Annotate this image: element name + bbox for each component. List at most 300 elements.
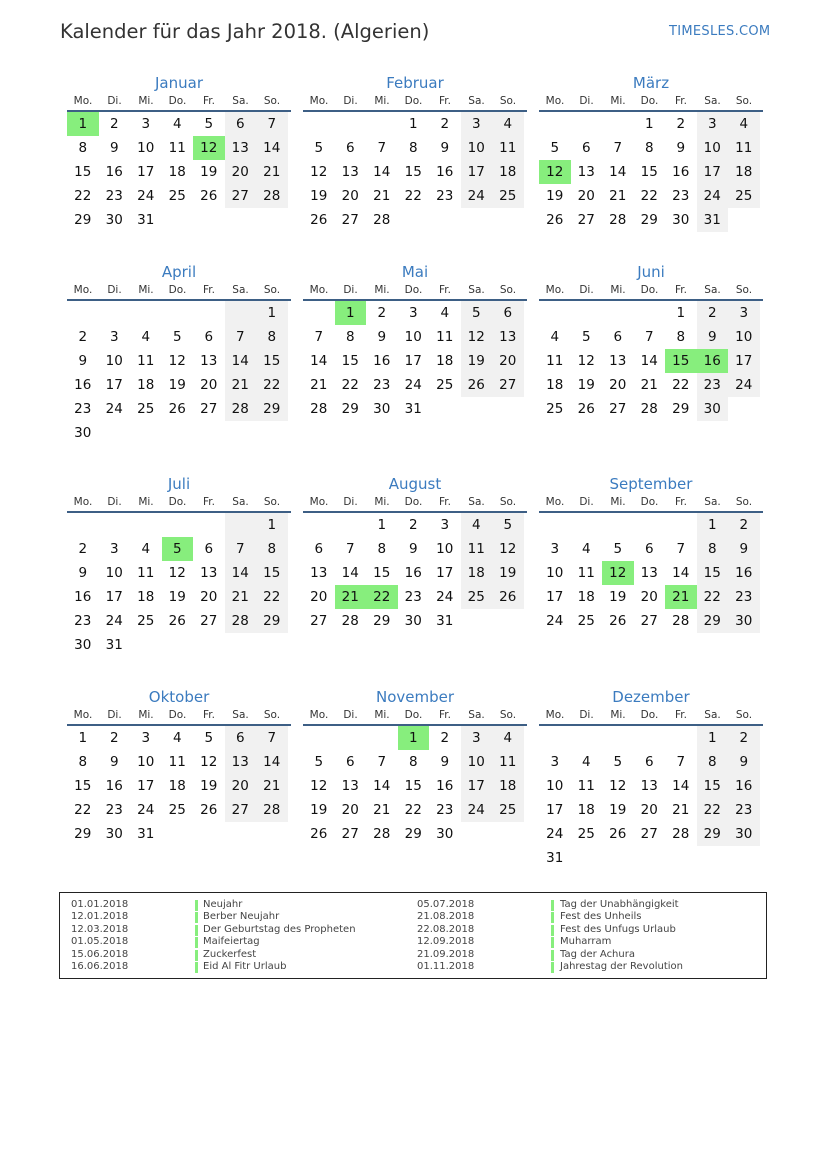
day-cell[interactable]: 9: [739, 541, 749, 557]
day-cell[interactable]: 31: [404, 401, 422, 417]
day-cell[interactable]: 28: [263, 188, 281, 204]
day-cell[interactable]: 13: [341, 778, 359, 794]
day-cell[interactable]: 6: [644, 754, 654, 770]
day-cell[interactable]: 26: [609, 826, 627, 842]
day-cell[interactable]: 28: [672, 613, 690, 629]
day-cell[interactable]: 21: [373, 802, 391, 818]
day-cell[interactable]: 18: [499, 164, 517, 180]
day-cell[interactable]: 5: [314, 754, 324, 770]
day-cell[interactable]: 1: [707, 517, 717, 533]
day-cell[interactable]: 6: [204, 541, 214, 557]
day-cell[interactable]: 25: [735, 188, 753, 204]
holiday-day-cell[interactable]: 1: [67, 112, 99, 136]
day-cell[interactable]: 14: [640, 353, 658, 369]
day-cell[interactable]: 12: [467, 329, 485, 345]
day-cell[interactable]: 13: [609, 353, 627, 369]
day-cell[interactable]: 10: [137, 754, 155, 770]
day-cell[interactable]: 4: [172, 116, 182, 132]
day-cell[interactable]: 7: [235, 541, 245, 557]
day-cell[interactable]: 5: [613, 754, 623, 770]
day-cell[interactable]: 30: [74, 425, 92, 441]
day-cell[interactable]: 26: [609, 613, 627, 629]
day-cell[interactable]: 24: [105, 613, 123, 629]
holiday-day-cell[interactable]: 21: [335, 585, 367, 609]
day-cell[interactable]: 5: [204, 730, 214, 746]
day-cell[interactable]: 29: [672, 401, 690, 417]
day-cell[interactable]: 29: [263, 401, 281, 417]
day-cell[interactable]: 23: [436, 802, 454, 818]
day-cell[interactable]: 15: [263, 353, 281, 369]
day-cell[interactable]: 26: [168, 613, 186, 629]
day-cell[interactable]: 22: [640, 188, 658, 204]
day-cell[interactable]: 3: [550, 541, 560, 557]
day-cell[interactable]: 7: [267, 730, 277, 746]
day-cell[interactable]: 12: [200, 754, 218, 770]
day-cell[interactable]: 2: [440, 116, 450, 132]
day-cell[interactable]: 5: [204, 116, 214, 132]
day-cell[interactable]: 15: [74, 778, 92, 794]
day-cell[interactable]: 30: [74, 637, 92, 653]
day-cell[interactable]: 9: [109, 754, 119, 770]
day-cell[interactable]: 24: [436, 589, 454, 605]
day-cell[interactable]: 25: [168, 188, 186, 204]
day-cell[interactable]: 17: [404, 353, 422, 369]
day-cell[interactable]: 30: [436, 826, 454, 842]
day-cell[interactable]: 8: [408, 140, 418, 156]
day-cell[interactable]: 24: [404, 377, 422, 393]
day-cell[interactable]: 21: [231, 589, 249, 605]
day-cell[interactable]: 23: [672, 188, 690, 204]
day-cell[interactable]: 26: [310, 826, 328, 842]
day-cell[interactable]: 28: [640, 401, 658, 417]
day-cell[interactable]: 10: [467, 140, 485, 156]
day-cell[interactable]: 9: [676, 140, 686, 156]
day-cell[interactable]: 21: [263, 778, 281, 794]
day-cell[interactable]: 7: [377, 754, 387, 770]
day-cell[interactable]: 20: [577, 188, 595, 204]
day-cell[interactable]: 14: [263, 754, 281, 770]
day-cell[interactable]: 26: [200, 188, 218, 204]
day-cell[interactable]: 7: [613, 140, 623, 156]
day-cell[interactable]: 27: [640, 613, 658, 629]
day-cell[interactable]: 3: [550, 754, 560, 770]
day-cell[interactable]: 25: [499, 188, 517, 204]
day-cell[interactable]: 8: [676, 329, 686, 345]
day-cell[interactable]: 27: [200, 401, 218, 417]
day-cell[interactable]: 22: [703, 589, 721, 605]
day-cell[interactable]: 27: [499, 377, 517, 393]
day-cell[interactable]: 9: [440, 754, 450, 770]
day-cell[interactable]: 13: [200, 565, 218, 581]
day-cell[interactable]: 11: [137, 353, 155, 369]
day-cell[interactable]: 18: [168, 778, 186, 794]
day-cell[interactable]: 11: [137, 565, 155, 581]
day-cell[interactable]: 15: [703, 778, 721, 794]
day-cell[interactable]: 8: [78, 754, 88, 770]
day-cell[interactable]: 22: [263, 377, 281, 393]
day-cell[interactable]: 4: [471, 517, 481, 533]
day-cell[interactable]: 6: [235, 116, 245, 132]
day-cell[interactable]: 8: [78, 140, 88, 156]
day-cell[interactable]: 2: [78, 541, 88, 557]
day-cell[interactable]: 2: [739, 517, 749, 533]
day-cell[interactable]: 8: [345, 329, 355, 345]
day-cell[interactable]: 20: [341, 802, 359, 818]
day-cell[interactable]: 30: [703, 401, 721, 417]
day-cell[interactable]: 7: [345, 541, 355, 557]
day-cell[interactable]: 21: [640, 377, 658, 393]
day-cell[interactable]: 2: [707, 305, 717, 321]
day-cell[interactable]: 19: [609, 802, 627, 818]
day-cell[interactable]: 24: [467, 802, 485, 818]
day-cell[interactable]: 27: [341, 826, 359, 842]
day-cell[interactable]: 19: [499, 565, 517, 581]
day-cell[interactable]: 8: [267, 541, 277, 557]
day-cell[interactable]: 24: [546, 826, 564, 842]
day-cell[interactable]: 7: [676, 754, 686, 770]
day-cell[interactable]: 2: [739, 730, 749, 746]
day-cell[interactable]: 18: [137, 589, 155, 605]
day-cell[interactable]: 10: [467, 754, 485, 770]
day-cell[interactable]: 23: [105, 802, 123, 818]
day-cell[interactable]: 21: [310, 377, 328, 393]
day-cell[interactable]: 17: [105, 377, 123, 393]
day-cell[interactable]: 18: [577, 802, 595, 818]
day-cell[interactable]: 4: [503, 730, 513, 746]
day-cell[interactable]: 15: [341, 353, 359, 369]
day-cell[interactable]: 21: [672, 802, 690, 818]
day-cell[interactable]: 25: [436, 377, 454, 393]
day-cell[interactable]: 13: [200, 353, 218, 369]
day-cell[interactable]: 14: [231, 565, 249, 581]
day-cell[interactable]: 7: [377, 140, 387, 156]
day-cell[interactable]: 16: [735, 778, 753, 794]
day-cell[interactable]: 27: [200, 613, 218, 629]
day-cell[interactable]: 11: [436, 329, 454, 345]
holiday-day-cell[interactable]: 12: [539, 160, 571, 184]
day-cell[interactable]: 20: [200, 377, 218, 393]
day-cell[interactable]: 28: [609, 212, 627, 228]
day-cell[interactable]: 19: [168, 377, 186, 393]
day-cell[interactable]: 16: [672, 164, 690, 180]
day-cell[interactable]: 28: [672, 826, 690, 842]
day-cell[interactable]: 16: [735, 565, 753, 581]
day-cell[interactable]: 4: [550, 329, 560, 345]
day-cell[interactable]: 4: [141, 329, 151, 345]
day-cell[interactable]: 11: [467, 541, 485, 557]
day-cell[interactable]: 6: [204, 329, 214, 345]
day-cell[interactable]: 3: [408, 305, 418, 321]
day-cell[interactable]: 29: [640, 212, 658, 228]
day-cell[interactable]: 30: [373, 401, 391, 417]
day-cell[interactable]: 6: [644, 541, 654, 557]
day-cell[interactable]: 24: [546, 613, 564, 629]
day-cell[interactable]: 28: [373, 212, 391, 228]
day-cell[interactable]: 3: [440, 517, 450, 533]
day-cell[interactable]: 2: [377, 305, 387, 321]
day-cell[interactable]: 8: [408, 754, 418, 770]
day-cell[interactable]: 9: [739, 754, 749, 770]
day-cell[interactable]: 4: [739, 116, 749, 132]
day-cell[interactable]: 29: [373, 613, 391, 629]
day-cell[interactable]: 14: [310, 353, 328, 369]
day-cell[interactable]: 21: [373, 188, 391, 204]
day-cell[interactable]: 5: [471, 305, 481, 321]
day-cell[interactable]: 18: [577, 589, 595, 605]
day-cell[interactable]: 13: [577, 164, 595, 180]
day-cell[interactable]: 20: [499, 353, 517, 369]
day-cell[interactable]: 10: [546, 565, 564, 581]
day-cell[interactable]: 24: [735, 377, 753, 393]
day-cell[interactable]: 21: [609, 188, 627, 204]
day-cell[interactable]: 1: [408, 116, 418, 132]
day-cell[interactable]: 29: [74, 212, 92, 228]
day-cell[interactable]: 12: [577, 353, 595, 369]
day-cell[interactable]: 23: [74, 401, 92, 417]
day-cell[interactable]: 3: [471, 116, 481, 132]
holiday-day-cell[interactable]: 12: [193, 136, 225, 160]
day-cell[interactable]: 25: [546, 401, 564, 417]
day-cell[interactable]: 11: [499, 754, 517, 770]
day-cell[interactable]: 20: [310, 589, 328, 605]
day-cell[interactable]: 1: [267, 517, 277, 533]
day-cell[interactable]: 17: [735, 353, 753, 369]
day-cell[interactable]: 14: [609, 164, 627, 180]
day-cell[interactable]: 22: [74, 802, 92, 818]
day-cell[interactable]: 16: [105, 778, 123, 794]
day-cell[interactable]: 4: [503, 116, 513, 132]
day-cell[interactable]: 14: [672, 778, 690, 794]
day-cell[interactable]: 20: [200, 589, 218, 605]
day-cell[interactable]: 20: [341, 188, 359, 204]
day-cell[interactable]: 3: [141, 116, 151, 132]
day-cell[interactable]: 30: [105, 826, 123, 842]
day-cell[interactable]: 27: [341, 212, 359, 228]
day-cell[interactable]: 23: [373, 377, 391, 393]
day-cell[interactable]: 4: [172, 730, 182, 746]
day-cell[interactable]: 18: [735, 164, 753, 180]
day-cell[interactable]: 30: [404, 613, 422, 629]
day-cell[interactable]: 26: [499, 589, 517, 605]
day-cell[interactable]: 31: [105, 637, 123, 653]
day-cell[interactable]: 26: [200, 802, 218, 818]
day-cell[interactable]: 18: [436, 353, 454, 369]
day-cell[interactable]: 16: [105, 164, 123, 180]
day-cell[interactable]: 30: [672, 212, 690, 228]
day-cell[interactable]: 18: [546, 377, 564, 393]
day-cell[interactable]: 13: [341, 164, 359, 180]
day-cell[interactable]: 9: [440, 140, 450, 156]
day-cell[interactable]: 5: [314, 140, 324, 156]
day-cell[interactable]: 19: [200, 164, 218, 180]
day-cell[interactable]: 12: [310, 164, 328, 180]
day-cell[interactable]: 18: [137, 377, 155, 393]
day-cell[interactable]: 18: [467, 565, 485, 581]
day-cell[interactable]: 20: [640, 589, 658, 605]
day-cell[interactable]: 23: [436, 188, 454, 204]
day-cell[interactable]: 7: [644, 329, 654, 345]
day-cell[interactable]: 27: [231, 802, 249, 818]
day-cell[interactable]: 18: [168, 164, 186, 180]
day-cell[interactable]: 1: [644, 116, 654, 132]
day-cell[interactable]: 15: [263, 565, 281, 581]
day-cell[interactable]: 14: [672, 565, 690, 581]
day-cell[interactable]: 1: [377, 517, 387, 533]
day-cell[interactable]: 25: [137, 401, 155, 417]
day-cell[interactable]: 9: [377, 329, 387, 345]
day-cell[interactable]: 25: [577, 613, 595, 629]
day-cell[interactable]: 14: [263, 140, 281, 156]
day-cell[interactable]: 31: [703, 212, 721, 228]
day-cell[interactable]: 25: [577, 826, 595, 842]
day-cell[interactable]: 10: [105, 353, 123, 369]
day-cell[interactable]: 10: [735, 329, 753, 345]
day-cell[interactable]: 3: [109, 329, 119, 345]
day-cell[interactable]: 5: [503, 517, 513, 533]
day-cell[interactable]: 31: [137, 212, 155, 228]
day-cell[interactable]: 26: [577, 401, 595, 417]
day-cell[interactable]: 23: [105, 188, 123, 204]
holiday-day-cell[interactable]: 15: [665, 349, 697, 373]
day-cell[interactable]: 19: [546, 188, 564, 204]
day-cell[interactable]: 14: [341, 565, 359, 581]
day-cell[interactable]: 16: [74, 589, 92, 605]
day-cell[interactable]: 5: [613, 541, 623, 557]
day-cell[interactable]: 11: [735, 140, 753, 156]
day-cell[interactable]: 13: [310, 565, 328, 581]
day-cell[interactable]: 12: [310, 778, 328, 794]
day-cell[interactable]: 26: [546, 212, 564, 228]
day-cell[interactable]: 24: [137, 802, 155, 818]
day-cell[interactable]: 11: [168, 140, 186, 156]
day-cell[interactable]: 2: [109, 730, 119, 746]
day-cell[interactable]: 19: [577, 377, 595, 393]
day-cell[interactable]: 21: [263, 164, 281, 180]
day-cell[interactable]: 13: [231, 754, 249, 770]
day-cell[interactable]: 11: [168, 754, 186, 770]
day-cell[interactable]: 29: [404, 826, 422, 842]
day-cell[interactable]: 13: [640, 565, 658, 581]
day-cell[interactable]: 23: [703, 377, 721, 393]
day-cell[interactable]: 25: [499, 802, 517, 818]
day-cell[interactable]: 2: [440, 730, 450, 746]
day-cell[interactable]: 7: [267, 116, 277, 132]
day-cell[interactable]: 26: [310, 212, 328, 228]
holiday-day-cell[interactable]: 21: [665, 585, 697, 609]
day-cell[interactable]: 23: [735, 589, 753, 605]
day-cell[interactable]: 13: [231, 140, 249, 156]
day-cell[interactable]: 8: [644, 140, 654, 156]
day-cell[interactable]: 15: [404, 164, 422, 180]
day-cell[interactable]: 9: [707, 329, 717, 345]
day-cell[interactable]: 8: [707, 541, 717, 557]
day-cell[interactable]: 6: [345, 140, 355, 156]
day-cell[interactable]: 24: [467, 188, 485, 204]
day-cell[interactable]: 22: [404, 802, 422, 818]
day-cell[interactable]: 10: [404, 329, 422, 345]
day-cell[interactable]: 6: [345, 754, 355, 770]
brand-link[interactable]: TIMESLES.COM: [669, 24, 771, 39]
day-cell[interactable]: 15: [74, 164, 92, 180]
day-cell[interactable]: 26: [168, 401, 186, 417]
day-cell[interactable]: 15: [640, 164, 658, 180]
day-cell[interactable]: 20: [640, 802, 658, 818]
day-cell[interactable]: 5: [550, 140, 560, 156]
holiday-day-cell[interactable]: 16: [697, 349, 729, 373]
day-cell[interactable]: 22: [404, 188, 422, 204]
day-cell[interactable]: 22: [263, 589, 281, 605]
day-cell[interactable]: 18: [499, 778, 517, 794]
day-cell[interactable]: 28: [231, 613, 249, 629]
day-cell[interactable]: 12: [609, 778, 627, 794]
day-cell[interactable]: 6: [314, 541, 324, 557]
day-cell[interactable]: 16: [436, 778, 454, 794]
day-cell[interactable]: 11: [577, 778, 595, 794]
day-cell[interactable]: 19: [310, 802, 328, 818]
day-cell[interactable]: 11: [546, 353, 564, 369]
day-cell[interactable]: 29: [263, 613, 281, 629]
day-cell[interactable]: 29: [703, 826, 721, 842]
day-cell[interactable]: 29: [703, 613, 721, 629]
day-cell[interactable]: 23: [404, 589, 422, 605]
day-cell[interactable]: 16: [74, 377, 92, 393]
day-cell[interactable]: 15: [703, 565, 721, 581]
day-cell[interactable]: 3: [141, 730, 151, 746]
day-cell[interactable]: 29: [74, 826, 92, 842]
day-cell[interactable]: 17: [546, 589, 564, 605]
day-cell[interactable]: 25: [137, 613, 155, 629]
day-cell[interactable]: 19: [200, 778, 218, 794]
day-cell[interactable]: 22: [74, 188, 92, 204]
day-cell[interactable]: 30: [735, 613, 753, 629]
day-cell[interactable]: 9: [78, 565, 88, 581]
day-cell[interactable]: 16: [436, 164, 454, 180]
day-cell[interactable]: 10: [436, 541, 454, 557]
day-cell[interactable]: 8: [377, 541, 387, 557]
day-cell[interactable]: 27: [640, 826, 658, 842]
day-cell[interactable]: 17: [436, 565, 454, 581]
day-cell[interactable]: 17: [467, 778, 485, 794]
day-cell[interactable]: 10: [105, 565, 123, 581]
day-cell[interactable]: 23: [735, 802, 753, 818]
day-cell[interactable]: 12: [168, 565, 186, 581]
day-cell[interactable]: 27: [609, 401, 627, 417]
day-cell[interactable]: 5: [172, 329, 182, 345]
day-cell[interactable]: 4: [440, 305, 450, 321]
holiday-day-cell[interactable]: 22: [366, 585, 398, 609]
holiday-day-cell[interactable]: 5: [162, 537, 194, 561]
day-cell[interactable]: 16: [404, 565, 422, 581]
day-cell[interactable]: 24: [137, 188, 155, 204]
day-cell[interactable]: 3: [109, 541, 119, 557]
day-cell[interactable]: 17: [105, 589, 123, 605]
day-cell[interactable]: 2: [109, 116, 119, 132]
day-cell[interactable]: 8: [267, 329, 277, 345]
day-cell[interactable]: 12: [499, 541, 517, 557]
holiday-day-cell[interactable]: 1: [335, 301, 367, 325]
day-cell[interactable]: 28: [310, 401, 328, 417]
day-cell[interactable]: 1: [707, 730, 717, 746]
day-cell[interactable]: 3: [707, 116, 717, 132]
day-cell[interactable]: 26: [467, 377, 485, 393]
day-cell[interactable]: 27: [231, 188, 249, 204]
day-cell[interactable]: 8: [707, 754, 717, 770]
day-cell[interactable]: 19: [467, 353, 485, 369]
day-cell[interactable]: 9: [78, 353, 88, 369]
day-cell[interactable]: 1: [676, 305, 686, 321]
day-cell[interactable]: 22: [672, 377, 690, 393]
day-cell[interactable]: 31: [137, 826, 155, 842]
